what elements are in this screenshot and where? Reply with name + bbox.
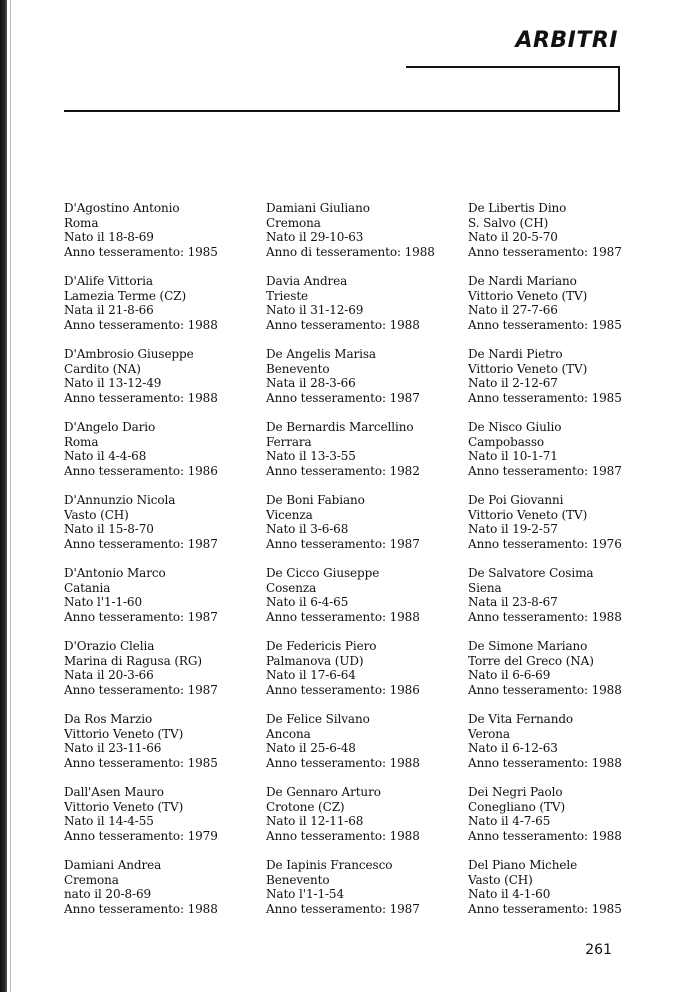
referee-place: Vittorio Veneto (TV) [468, 361, 588, 376]
referee-place: Benevento [266, 872, 330, 887]
referee-name: D'Alife Vittoria [64, 274, 153, 288]
referee-birth: Nato il 27-7-66 [468, 303, 558, 318]
referee-birth: Nato il 10-1-71 [468, 449, 558, 464]
referee-place: Vittorio Veneto (TV) [468, 288, 588, 303]
referee-membership: Anno tesseramento: 1987 [64, 682, 218, 697]
referee-column-1 [64, 201, 264, 931]
referee-birth: Nato il 25-6-48 [266, 741, 356, 756]
referee-membership: Anno tesseramento: 1988 [266, 609, 420, 624]
referee-entry [468, 493, 668, 566]
referee-name: Dall'Asen Mauro [64, 785, 164, 799]
referee-entry [64, 566, 264, 639]
referee-birth: Nato l'1-1-60 [64, 595, 143, 610]
referee-membership: Anno tesseramento: 1987 [266, 901, 420, 916]
referee-place: Vittorio Veneto (TV) [64, 799, 184, 814]
referee-membership: Anno tesseramento: 1987 [468, 463, 622, 478]
referee-birth: Nato il 6-12-63 [468, 741, 558, 756]
referee-entry [64, 420, 264, 493]
referee-birth: Nato il 20-5-70 [468, 230, 558, 245]
referee-column-3 [468, 201, 668, 931]
referee-name: De Boni Fabiano [266, 493, 365, 507]
referee-place: Siena [468, 580, 502, 595]
referee-entry [468, 420, 668, 493]
referee-name: Davia Andrea [266, 274, 348, 288]
referee-entry [64, 858, 264, 931]
referee-birth: Nato il 14-4-55 [64, 814, 154, 829]
referee-place: Cardito (NA) [64, 361, 141, 376]
referee-birth: Nato il 3-6-68 [266, 522, 349, 537]
referee-entry [266, 712, 466, 785]
referee-name: D'Angelo Dario [64, 420, 156, 434]
referee-place: S. Salvo (CH) [468, 215, 549, 230]
referee-name: Damiani Giuliano [266, 201, 370, 215]
referee-place: Campobasso [468, 434, 544, 449]
referee-entry [64, 347, 264, 420]
referee-membership: Anno tesseramento: 1988 [468, 755, 622, 770]
referee-membership: Anno tesseramento: 1976 [468, 536, 622, 551]
referee-birth: Nato il 4-1-60 [468, 887, 551, 902]
referee-place: Vittorio Veneto (TV) [64, 726, 184, 741]
referee-name: Del Piano Michele [468, 858, 578, 872]
referee-entry [468, 639, 668, 712]
referee-place: Cosenza [266, 580, 317, 595]
referee-name: De Cicco Giuseppe [266, 566, 380, 580]
referee-name: De Nardi Mariano [468, 274, 577, 288]
referee-entry [266, 785, 466, 858]
referee-entry [266, 420, 466, 493]
referee-membership: Anno tesseramento: 1987 [64, 536, 218, 551]
page-number: 261 [585, 942, 612, 958]
referee-place: Vicenza [266, 507, 313, 522]
referee-entry [468, 858, 668, 931]
referee-birth: Nata il 28-3-66 [266, 376, 356, 391]
header-rule-right [618, 66, 620, 112]
referee-name: D'Orazio Clelia [64, 639, 155, 653]
referee-birth: nato il 20-8-69 [64, 887, 152, 902]
referee-name: De Felice Silvano [266, 712, 370, 726]
referee-membership: Anno tesseramento: 1987 [266, 390, 420, 405]
referee-membership: Anno tesseramento: 1988 [468, 828, 622, 843]
referee-membership: Anno tesseramento: 1986 [64, 463, 218, 478]
referee-name: D'Ambrosio Giuseppe [64, 347, 194, 361]
referee-entry [266, 493, 466, 566]
referee-name: De Gennaro Arturo [266, 785, 381, 799]
referee-place: Ancona [266, 726, 311, 741]
referee-birth: Nato il 18-8-69 [64, 230, 154, 245]
referee-place: Palmanova (UD) [266, 653, 364, 668]
referee-name: De Bernardis Marcellino [266, 420, 414, 434]
referee-birth: Nato il 12-11-68 [266, 814, 364, 829]
referee-entry [266, 201, 466, 274]
referee-birth: Nato il 4-4-68 [64, 449, 147, 464]
referee-membership: Anno tesseramento: 1988 [266, 317, 420, 332]
referee-birth: Nata il 20-3-66 [64, 668, 154, 683]
referee-place: Crotone (CZ) [266, 799, 345, 814]
referee-membership: Anno tesseramento: 1988 [468, 609, 622, 624]
referee-membership: Anno tesseramento: 1987 [468, 244, 622, 259]
header-rule-bottom [64, 110, 620, 112]
referee-entry [64, 493, 264, 566]
referee-membership: Anno tesseramento: 1985 [64, 755, 218, 770]
referee-membership: Anno tesseramento: 1988 [64, 317, 218, 332]
referee-name: De Libertis Dino [468, 201, 567, 215]
referee-entry [266, 347, 466, 420]
referee-membership: Anno tesseramento: 1985 [64, 244, 218, 259]
referee-name: D'Agostino Antonio [64, 201, 180, 215]
referee-birth: Nato il 17-6-64 [266, 668, 356, 683]
referee-membership: Anno tesseramento: 1988 [468, 682, 622, 697]
referee-membership: Anno di tesseramento: 1988 [266, 244, 435, 259]
referee-entry [64, 712, 264, 785]
referee-entry [468, 347, 668, 420]
referee-membership: Anno tesseramento: 1985 [468, 390, 622, 405]
referee-place: Lamezia Terme (CZ) [64, 288, 187, 303]
referee-name: De Nisco Giulio [468, 420, 562, 434]
referee-name: De Vita Fernando [468, 712, 574, 726]
referee-name: Da Ros Marzio [64, 712, 153, 726]
referee-entry [468, 566, 668, 639]
referee-entry [468, 274, 668, 347]
referee-name: De Nardi Pietro [468, 347, 563, 361]
referee-membership: Anno tesseramento: 1985 [468, 317, 622, 332]
referee-name: De Angelis Marisa [266, 347, 376, 361]
referee-place: Vasto (CH) [468, 872, 533, 887]
referee-name: De Salvatore Cosima [468, 566, 594, 580]
referee-entry [64, 274, 264, 347]
referee-entry [64, 785, 264, 858]
referee-entry [64, 639, 264, 712]
referee-name: De Iapinis Francesco [266, 858, 393, 872]
referee-entry [468, 201, 668, 274]
referee-column-2 [266, 201, 466, 931]
referee-membership: Anno tesseramento: 1988 [64, 901, 218, 916]
referee-membership: Anno tesseramento: 1986 [266, 682, 420, 697]
referee-birth: Nato il 4-7-65 [468, 814, 551, 829]
referee-birth: Nato il 6-6-69 [468, 668, 551, 683]
referee-membership: Anno tesseramento: 1982 [266, 463, 420, 478]
referee-birth: Nato il 6-4-65 [266, 595, 349, 610]
referee-entry [64, 201, 264, 274]
referee-name: De Poi Giovanni [468, 493, 564, 507]
book-binding-edge [0, 0, 7, 992]
referee-membership: Anno tesseramento: 1985 [468, 901, 622, 916]
referee-place: Catania [64, 580, 111, 595]
referee-entry [266, 639, 466, 712]
referee-place: Roma [64, 215, 99, 230]
referee-birth: Nato il 29-10-63 [266, 230, 364, 245]
referee-name: Dei Negri Paolo [468, 785, 563, 799]
referee-birth: Nato il 13-12-49 [64, 376, 162, 391]
referee-place: Marina di Ragusa (RG) [64, 653, 202, 668]
referee-place: Roma [64, 434, 99, 449]
referee-place: Conegliano (TV) [468, 799, 566, 814]
referee-place: Benevento [266, 361, 330, 376]
referee-entry [266, 566, 466, 639]
referee-membership: Anno tesseramento: 1979 [64, 828, 218, 843]
referee-membership: Anno tesseramento: 1987 [64, 609, 218, 624]
referee-birth: Nato il 31-12-69 [266, 303, 364, 318]
referee-place: Ferrara [266, 434, 312, 449]
referee-birth: Nato l'1-1-54 [266, 887, 345, 902]
referee-name: De Federicis Piero [266, 639, 377, 653]
referee-place: Vasto (CH) [64, 507, 129, 522]
referee-entry [266, 274, 466, 347]
referee-membership: Anno tesseramento: 1988 [266, 828, 420, 843]
referee-membership: Anno tesseramento: 1988 [266, 755, 420, 770]
referee-entry [468, 785, 668, 858]
header-rule-top [406, 66, 620, 68]
referee-entry [468, 712, 668, 785]
referee-membership: Anno tesseramento: 1987 [266, 536, 420, 551]
referee-entry [266, 858, 466, 931]
referee-birth: Nata il 21-8-66 [64, 303, 154, 318]
binding-shadow-line [10, 0, 11, 992]
referee-name: D'Annunzio Nicola [64, 493, 176, 507]
referee-birth: Nato il 2-12-67 [468, 376, 558, 391]
referee-birth: Nato il 23-11-66 [64, 741, 162, 756]
referee-place: Cremona [266, 215, 321, 230]
referee-name: De Simone Mariano [468, 639, 588, 653]
referee-name: Damiani Andrea [64, 858, 162, 872]
referee-place: Vittorio Veneto (TV) [468, 507, 588, 522]
referee-birth: Nato il 13-3-55 [266, 449, 356, 464]
referee-place: Torre del Greco (NA) [468, 653, 594, 668]
referee-birth: Nato il 15-8-70 [64, 522, 154, 537]
page-title: ARBITRI [515, 28, 618, 53]
referee-name: D'Antonio Marco [64, 566, 166, 580]
referee-membership: Anno tesseramento: 1988 [64, 390, 218, 405]
referee-place: Cremona [64, 872, 119, 887]
referee-place: Trieste [266, 288, 309, 303]
referee-birth: Nato il 19-2-57 [468, 522, 558, 537]
referee-birth: Nata il 23-8-67 [468, 595, 558, 610]
referee-place: Verona [468, 726, 510, 741]
